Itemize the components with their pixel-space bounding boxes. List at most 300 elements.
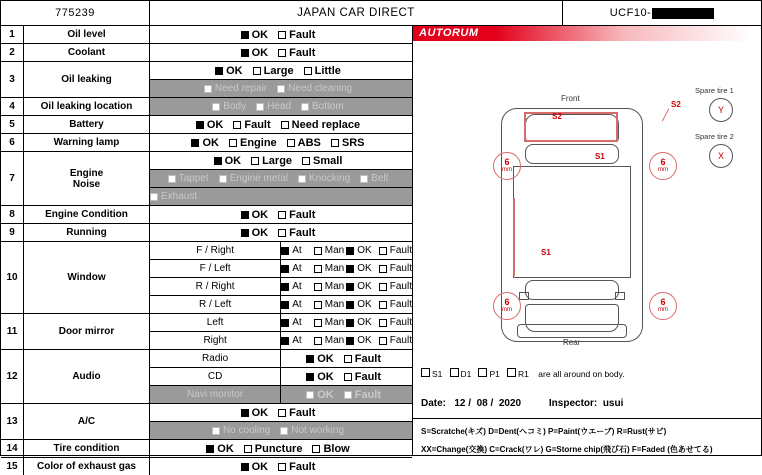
option-fault[interactable] bbox=[344, 389, 381, 401]
checkbox[interactable] bbox=[215, 67, 223, 75]
option-fault[interactable] bbox=[278, 227, 315, 239]
vin-number bbox=[563, 1, 761, 25]
checkbox[interactable] bbox=[256, 103, 264, 111]
option-at[interactable] bbox=[281, 245, 314, 256]
row-number: 4 bbox=[1, 98, 24, 116]
footer-divider bbox=[413, 418, 761, 419]
inspection-table-panel bbox=[1, 26, 413, 456]
option-ok[interactable] bbox=[215, 65, 243, 77]
row-subitem: Left bbox=[150, 314, 281, 332]
option-label: Need repair bbox=[215, 83, 267, 94]
checkbox[interactable] bbox=[191, 139, 199, 147]
row-number: 9 bbox=[1, 224, 24, 242]
row-options bbox=[281, 368, 412, 386]
option-label: OK bbox=[252, 29, 269, 41]
option-label: OK bbox=[317, 353, 334, 365]
option-label: Bottom bbox=[312, 101, 344, 112]
option-at[interactable] bbox=[281, 281, 314, 292]
option-ok[interactable] bbox=[346, 281, 379, 292]
checkbox[interactable] bbox=[301, 103, 309, 111]
option-little[interactable] bbox=[304, 65, 341, 77]
checkbox[interactable] bbox=[214, 157, 222, 165]
option-at[interactable] bbox=[281, 299, 314, 310]
option-label: SRS bbox=[342, 137, 365, 149]
option-man[interactable] bbox=[314, 299, 347, 310]
option-ok[interactable] bbox=[241, 209, 269, 221]
row-item: Warning lamp bbox=[24, 134, 150, 152]
checkbox[interactable] bbox=[379, 283, 387, 291]
row-options bbox=[281, 332, 412, 350]
spare-tire-1-value: Y bbox=[709, 98, 733, 122]
inspection-table bbox=[1, 26, 412, 475]
option-label: Man bbox=[325, 263, 344, 274]
checkbox[interactable] bbox=[344, 391, 352, 399]
checkbox[interactable] bbox=[379, 337, 387, 345]
footnote-d1: D1 bbox=[461, 369, 472, 379]
checkbox[interactable] bbox=[331, 139, 339, 147]
option-ok[interactable] bbox=[241, 227, 269, 239]
row-item: Oil leaking location bbox=[24, 98, 150, 116]
option-label: Fault bbox=[390, 263, 412, 274]
checkbox[interactable] bbox=[379, 301, 387, 309]
option-fault[interactable] bbox=[344, 371, 381, 383]
row-item: Engine Noise bbox=[24, 152, 150, 206]
row-subitem: R / Left bbox=[150, 296, 281, 314]
spare-tire-1-label: Spare tire 1 bbox=[695, 86, 734, 95]
checkbox[interactable] bbox=[278, 31, 286, 39]
row-subitem: R / Right bbox=[150, 278, 281, 296]
checkbox[interactable] bbox=[312, 445, 320, 453]
row-number: 2 bbox=[1, 44, 24, 62]
option-ok[interactable] bbox=[306, 353, 334, 365]
footer-date-row: Date: 12 / 08 / 2020 Inspector: usui bbox=[421, 398, 623, 409]
row-options bbox=[150, 440, 413, 458]
row-options bbox=[150, 206, 413, 224]
checkbox[interactable] bbox=[306, 391, 314, 399]
checkbox[interactable] bbox=[281, 301, 289, 309]
option-label: Fault bbox=[355, 353, 381, 365]
option-label: OK bbox=[357, 281, 371, 292]
checkbox[interactable] bbox=[379, 265, 387, 273]
option-label: Knocking bbox=[309, 173, 350, 184]
sheet-header bbox=[1, 1, 761, 26]
inspection-table-body bbox=[1, 26, 412, 475]
option-label: Man bbox=[325, 299, 344, 310]
option-man[interactable] bbox=[314, 245, 347, 256]
row-options-disabled bbox=[150, 188, 413, 206]
option-ok[interactable] bbox=[241, 461, 269, 473]
checkbox[interactable] bbox=[212, 103, 220, 111]
wheel-front-right bbox=[649, 152, 677, 180]
date-year: 2020 bbox=[499, 398, 521, 409]
damage-line-hood-right bbox=[616, 112, 618, 142]
checkbox[interactable] bbox=[278, 409, 286, 417]
option-ok[interactable] bbox=[306, 371, 334, 383]
checkbox[interactable] bbox=[281, 247, 289, 255]
option-ok[interactable] bbox=[306, 389, 334, 401]
option-label: OK bbox=[357, 263, 371, 274]
checkbox[interactable] bbox=[244, 445, 252, 453]
checkbox[interactable] bbox=[278, 463, 286, 471]
checkbox[interactable] bbox=[241, 463, 249, 471]
front-label: Front bbox=[561, 94, 580, 103]
option-label: OK bbox=[357, 317, 371, 328]
option-ok[interactable] bbox=[214, 155, 242, 167]
option-engine-metal[interactable] bbox=[219, 173, 288, 184]
footnote-r1: R1 bbox=[518, 369, 529, 379]
option-ok[interactable] bbox=[346, 317, 379, 328]
checkbox[interactable] bbox=[281, 121, 289, 129]
checkbox[interactable] bbox=[302, 157, 310, 165]
option-exhaust[interactable] bbox=[150, 191, 197, 202]
option-label: At bbox=[292, 335, 301, 346]
checkbox[interactable] bbox=[150, 193, 158, 201]
option-need-repair[interactable] bbox=[204, 83, 267, 94]
row-options-disabled bbox=[150, 422, 413, 440]
row-options bbox=[150, 404, 413, 422]
option-blow[interactable] bbox=[312, 443, 349, 455]
option-ok[interactable] bbox=[241, 407, 269, 419]
checkbox[interactable] bbox=[346, 337, 354, 345]
checkbox[interactable] bbox=[346, 319, 354, 327]
option-fault[interactable] bbox=[278, 47, 315, 59]
table-row bbox=[1, 44, 412, 62]
option-label: OK bbox=[317, 389, 334, 401]
row-item: Audio bbox=[24, 350, 150, 404]
checkbox[interactable] bbox=[278, 211, 286, 219]
row-item: Running bbox=[24, 224, 150, 242]
checkbox[interactable] bbox=[204, 85, 212, 93]
checkbox[interactable] bbox=[306, 373, 314, 381]
option-label: Man bbox=[325, 281, 344, 292]
option-srs[interactable] bbox=[331, 137, 365, 149]
table-row bbox=[1, 26, 412, 44]
mark-leader-line bbox=[662, 109, 669, 122]
option-belt[interactable] bbox=[360, 173, 388, 184]
diagram-panel bbox=[413, 26, 761, 456]
option-ok[interactable] bbox=[241, 29, 269, 41]
option-label: Fault bbox=[289, 47, 315, 59]
checkbox[interactable] bbox=[280, 427, 288, 435]
checkbox[interactable] bbox=[298, 175, 306, 183]
option-fault[interactable] bbox=[278, 407, 315, 419]
checkbox[interactable] bbox=[219, 175, 227, 183]
stock-number: 775239 bbox=[1, 1, 150, 25]
row-item: Tire condition bbox=[24, 440, 150, 458]
row-options bbox=[150, 134, 413, 152]
table-row bbox=[1, 206, 412, 224]
option-head[interactable] bbox=[256, 101, 291, 112]
row-number: 5 bbox=[1, 116, 24, 134]
checkbox[interactable] bbox=[281, 265, 289, 273]
footnote-p1: P1 bbox=[489, 369, 499, 379]
option-label: OK bbox=[252, 407, 269, 419]
option-fault[interactable] bbox=[278, 29, 315, 41]
option-label: At bbox=[292, 245, 301, 256]
option-fault[interactable] bbox=[379, 245, 412, 256]
checkbox[interactable] bbox=[281, 319, 289, 327]
checkbox[interactable] bbox=[379, 319, 387, 327]
option-fault[interactable] bbox=[379, 281, 412, 292]
option-ok[interactable] bbox=[241, 47, 269, 59]
checkbox[interactable] bbox=[241, 211, 249, 219]
company-name: JAPAN CAR DIRECT bbox=[150, 1, 563, 25]
row-number: 8 bbox=[1, 206, 24, 224]
checkbox[interactable] bbox=[287, 139, 295, 147]
option-label: Engine bbox=[240, 137, 277, 149]
row-number: 15 bbox=[1, 458, 24, 475]
option-label: Fault bbox=[289, 461, 315, 473]
option-label: Man bbox=[325, 245, 344, 256]
sheet-body bbox=[1, 26, 761, 456]
row-item: Color of exhaust gas bbox=[24, 458, 150, 475]
option-at[interactable] bbox=[281, 335, 314, 346]
row-number: 3 bbox=[1, 62, 24, 98]
row-item: A/C bbox=[24, 404, 150, 440]
wheel-rear-left-depth: 6 bbox=[504, 298, 509, 306]
footnote-box-s1 bbox=[421, 368, 430, 377]
checkbox[interactable] bbox=[314, 337, 322, 345]
checkbox[interactable] bbox=[314, 301, 322, 309]
checkbox[interactable] bbox=[346, 283, 354, 291]
car-rear-light-right bbox=[615, 292, 625, 300]
row-number: 11 bbox=[1, 314, 24, 350]
mark-s1-a: S1 bbox=[595, 152, 605, 161]
mark-s1-b: S1 bbox=[541, 248, 551, 257]
option-label: Man bbox=[325, 335, 344, 346]
checkbox[interactable] bbox=[168, 175, 176, 183]
row-subitem: Radio bbox=[150, 350, 281, 368]
car-cabin bbox=[513, 166, 631, 278]
table-row bbox=[1, 152, 412, 170]
date-month: 08 bbox=[477, 398, 488, 409]
footnote-box-d1 bbox=[450, 368, 459, 377]
checkbox[interactable] bbox=[278, 49, 286, 57]
checkbox[interactable] bbox=[346, 301, 354, 309]
option-body[interactable] bbox=[212, 101, 246, 112]
row-item: Oil leaking bbox=[24, 62, 150, 98]
spare-tire-2-value: X bbox=[709, 144, 733, 168]
checkbox[interactable] bbox=[281, 337, 289, 345]
option-label: Large bbox=[262, 155, 292, 167]
inspector-label: Inspector: bbox=[549, 398, 597, 409]
checkbox[interactable] bbox=[251, 157, 259, 165]
option-label: ABS bbox=[298, 137, 321, 149]
option-label: Fault bbox=[390, 281, 412, 292]
option-man[interactable] bbox=[314, 281, 347, 292]
option-man[interactable] bbox=[314, 335, 347, 346]
option-label: Fault bbox=[390, 317, 412, 328]
checkbox[interactable] bbox=[344, 355, 352, 363]
option-label: Fault bbox=[390, 335, 412, 346]
row-options-disabled bbox=[150, 80, 413, 98]
checkbox[interactable] bbox=[229, 139, 237, 147]
option-at[interactable] bbox=[281, 317, 314, 328]
option-fault[interactable] bbox=[379, 335, 412, 346]
row-number: 7 bbox=[1, 152, 24, 206]
checkbox[interactable] bbox=[196, 121, 204, 129]
checkbox[interactable] bbox=[278, 229, 286, 237]
option-engine[interactable] bbox=[229, 137, 277, 149]
option-label: No cooling bbox=[223, 425, 270, 436]
option-label: At bbox=[292, 281, 301, 292]
table-row bbox=[1, 242, 412, 260]
mark-s2-a: S2 bbox=[671, 100, 681, 109]
row-number: 12 bbox=[1, 350, 24, 404]
checkbox[interactable] bbox=[346, 265, 354, 273]
row-options bbox=[281, 350, 412, 368]
option-label: Fault bbox=[289, 209, 315, 221]
option-small[interactable] bbox=[302, 155, 342, 167]
row-number: 1 bbox=[1, 26, 24, 44]
footnote-s1: S1 bbox=[432, 369, 442, 379]
option-need-replace[interactable] bbox=[281, 119, 360, 131]
option-fault[interactable] bbox=[379, 263, 412, 274]
checkbox[interactable] bbox=[314, 265, 322, 273]
row-item: Oil level bbox=[24, 26, 150, 44]
option-label: Blow bbox=[323, 443, 349, 455]
option-label: OK bbox=[207, 119, 224, 131]
option-not-working[interactable] bbox=[280, 425, 344, 436]
option-label: OK bbox=[225, 155, 242, 167]
checkbox[interactable] bbox=[212, 427, 220, 435]
car-rear-bumper bbox=[517, 324, 627, 338]
checkbox[interactable] bbox=[379, 247, 387, 255]
option-label: Fault bbox=[355, 389, 381, 401]
checkbox[interactable] bbox=[281, 283, 289, 291]
vin-prefix: UCF10- bbox=[610, 7, 652, 19]
checkbox[interactable] bbox=[346, 247, 354, 255]
checkbox[interactable] bbox=[253, 67, 261, 75]
option-label: OK bbox=[252, 47, 269, 59]
row-number: 6 bbox=[1, 134, 24, 152]
row-options bbox=[150, 62, 413, 80]
checkbox[interactable] bbox=[241, 49, 249, 57]
option-fault[interactable] bbox=[278, 209, 315, 221]
checkbox[interactable] bbox=[206, 445, 214, 453]
diagram-footnote bbox=[421, 368, 625, 379]
option-large[interactable] bbox=[251, 155, 292, 167]
option-abs[interactable] bbox=[287, 137, 321, 149]
option-label: Fault bbox=[289, 227, 315, 239]
wheel-front-left-depth: 6 bbox=[504, 158, 509, 166]
table-row bbox=[1, 404, 412, 422]
checkbox[interactable] bbox=[233, 121, 241, 129]
option-ok[interactable] bbox=[196, 119, 224, 131]
row-item: Door mirror bbox=[24, 314, 150, 350]
option-need-cleaning[interactable] bbox=[277, 83, 352, 94]
option-label: Not working bbox=[291, 425, 344, 436]
option-fault[interactable] bbox=[278, 461, 315, 473]
row-options bbox=[150, 26, 413, 44]
option-label: Need replace bbox=[292, 119, 360, 131]
checkbox[interactable] bbox=[241, 31, 249, 39]
damage-line-hood-rear bbox=[525, 140, 617, 142]
option-man[interactable] bbox=[314, 317, 347, 328]
option-label: OK bbox=[252, 461, 269, 473]
option-label: Man bbox=[325, 317, 344, 328]
vin-redaction bbox=[652, 8, 714, 19]
option-label: Fault bbox=[355, 371, 381, 383]
option-ok[interactable] bbox=[346, 335, 379, 346]
spare-tire-2-label: Spare tire 2 bbox=[695, 132, 734, 141]
option-ok[interactable] bbox=[346, 263, 379, 274]
option-fault[interactable] bbox=[379, 299, 412, 310]
row-number: 13 bbox=[1, 404, 24, 440]
row-options bbox=[281, 260, 412, 278]
option-label: Little bbox=[315, 65, 341, 77]
checkbox[interactable] bbox=[314, 247, 322, 255]
row-subitem: Navi monitor bbox=[150, 386, 281, 404]
option-puncture[interactable] bbox=[244, 443, 303, 455]
checkbox[interactable] bbox=[277, 85, 285, 93]
date-label: Date: bbox=[421, 398, 446, 409]
option-fault[interactable] bbox=[233, 119, 270, 131]
option-label: Fault bbox=[390, 299, 412, 310]
table-row bbox=[1, 116, 412, 134]
row-options bbox=[281, 242, 412, 260]
option-fault[interactable] bbox=[379, 317, 412, 328]
option-label: At bbox=[292, 263, 301, 274]
row-options bbox=[281, 296, 412, 314]
option-label: Body bbox=[223, 101, 246, 112]
checkbox[interactable] bbox=[344, 373, 352, 381]
option-bottom[interactable] bbox=[301, 101, 344, 112]
checkbox[interactable] bbox=[306, 355, 314, 363]
car-hood bbox=[525, 114, 619, 142]
row-item: Window bbox=[24, 242, 150, 314]
checkbox[interactable] bbox=[241, 409, 249, 417]
row-options bbox=[150, 458, 413, 475]
row-item: Engine Condition bbox=[24, 206, 150, 224]
table-row bbox=[1, 350, 412, 368]
option-ok[interactable] bbox=[346, 299, 379, 310]
option-at[interactable] bbox=[281, 263, 314, 274]
option-ok[interactable] bbox=[206, 443, 234, 455]
option-label: Puncture bbox=[255, 443, 303, 455]
option-no-cooling[interactable] bbox=[212, 425, 270, 436]
option-label: At bbox=[292, 317, 301, 328]
option-man[interactable] bbox=[314, 263, 347, 274]
option-ok[interactable] bbox=[191, 137, 219, 149]
wheel-rear-left bbox=[493, 292, 521, 320]
option-label: Fault bbox=[390, 245, 412, 256]
row-number: 10 bbox=[1, 242, 24, 314]
footnote-box-r1 bbox=[507, 368, 516, 377]
vehicle-diagram bbox=[413, 48, 761, 368]
wheel-rear-right-unit: mm bbox=[658, 306, 668, 314]
option-knocking[interactable] bbox=[298, 173, 350, 184]
checkbox[interactable] bbox=[241, 229, 249, 237]
wheel-rear-right bbox=[649, 292, 677, 320]
row-item: Battery bbox=[24, 116, 150, 134]
checkbox[interactable] bbox=[314, 283, 322, 291]
checkbox[interactable] bbox=[314, 319, 322, 327]
row-options bbox=[150, 152, 413, 170]
option-tappet[interactable] bbox=[168, 173, 209, 184]
option-ok[interactable] bbox=[346, 245, 379, 256]
option-fault[interactable] bbox=[344, 353, 381, 365]
option-label: At bbox=[292, 299, 301, 310]
damage-line-hood-left bbox=[524, 112, 526, 142]
checkbox[interactable] bbox=[360, 175, 368, 183]
inspector-name: usui bbox=[603, 398, 624, 409]
option-label: Fault bbox=[289, 29, 315, 41]
checkbox[interactable] bbox=[304, 67, 312, 75]
option-large[interactable] bbox=[253, 65, 294, 77]
option-label: OK bbox=[202, 137, 219, 149]
date-day: 12 bbox=[454, 398, 465, 409]
